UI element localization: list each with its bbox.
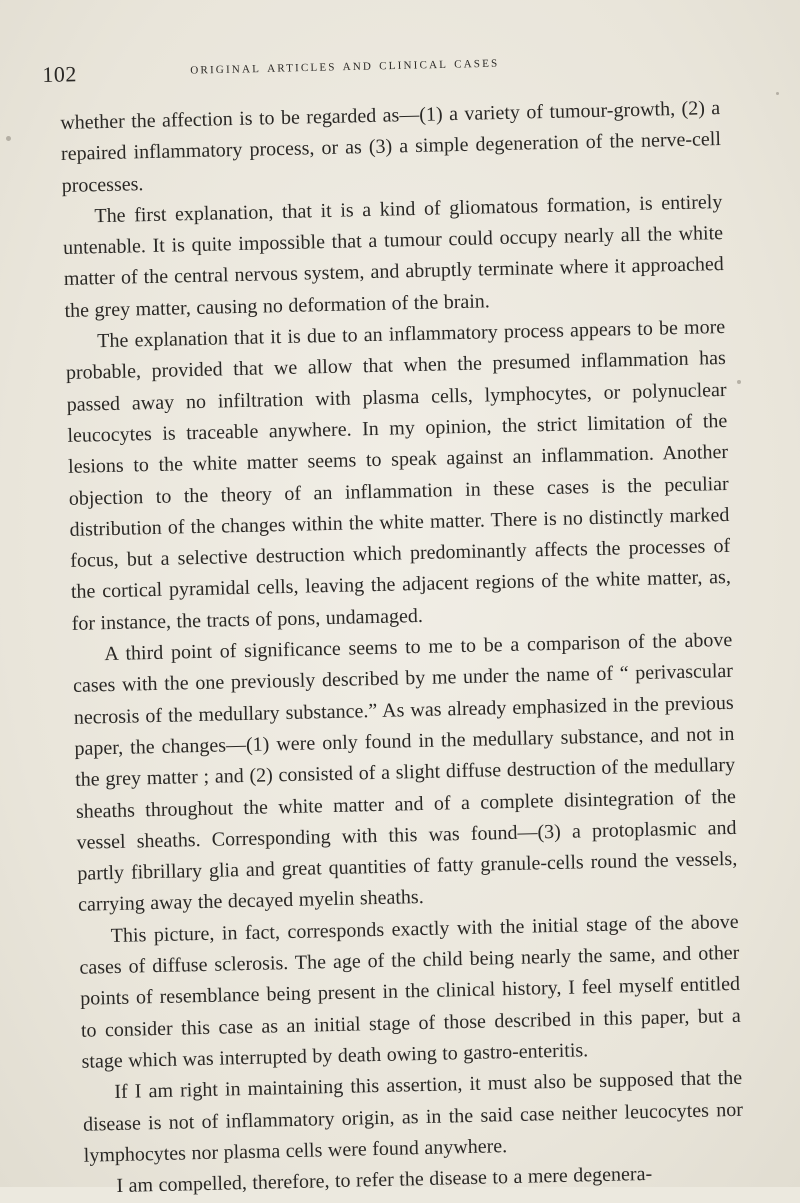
body-text xyxy=(60,93,745,1203)
paper-speck xyxy=(6,136,11,141)
paragraph-4: A third point of significance seems to me to be a comparison of the above cases with the one previously described by me under the name of “ perivascular necrosis of the medullary substance.” As was already emphasized in the previous paper, the changes—(1) were only found in the medullary substance, and not in the grey matter ; and (2) consisted of a slight diffuse destruction of the medullary sheaths throughout the white matter and of a complete disintegration of the vessel sheaths. Corresponding with this was found—(3) a protoplasmic and partly fibrillary glia and great quantities of fatty granule-cells round the vessels, carrying away the decayed myelin sheaths. xyxy=(72,628,738,917)
paper-speck xyxy=(776,92,779,95)
paragraph-6: If I am right in maintaining this assertion, it must also be supposed that the disease is not of inflammatory origin, as in the said case neither leucocytes nor lymphocytes nor plasma cells were found anywhere. xyxy=(82,1066,744,1167)
paper-speck xyxy=(737,380,741,384)
paragraph-5: This picture, in fact, corresponds exactly with the initial stage of the above cases of diffuse sclerosis. The age of the child being nearly the same, and other points of resemblance being present in the clinical history, I feel myself entitled to consider this case as an initial stage of those described in this paper, but a stage which was interrupted by death owing to gastro-enteritis. xyxy=(79,910,742,1073)
paragraph-1: whether the affection is to be regarded as—(1) a variety of tumour-growth, (2) a repaired inflammatory process, or as (3) a simple degeneration of the nerve-cell processes. xyxy=(60,97,722,197)
running-title: original articles and clinical cases xyxy=(190,53,500,78)
paragraph-2: The first explanation, that it is a kind of gliomatous formation, is entirely untenable. It is quite impossible that a tumour could occupy nearly all the white matter of the central nervous system, and abruptly terminate where it approached the grey matter, causing no deformation of the brain. xyxy=(62,190,724,322)
paragraph-3: The explanation that it is due to an inflammatory process appears to be more probable, provided that we allow that when the presumed inflammation has passed away no infiltration with plasma cells, lymphocytes, or polynuclear leucocytes is traceable anywhere. In my opinion, the strict limitation of the lesions to the white matter seems to speak against an inflammation. Another objection to the theory of an inflammation in these cases is the peculiar distribution of the changes within the white matter. There is no distinctly marked focus, but a selective destruction which predominantly affects the processes of the cortical pyramidal cells, leaving the adjacent regions of the white matter, as, for instance, the tracts of pons, undamaged. xyxy=(65,316,732,635)
running-head xyxy=(42,42,741,88)
paragraph-7: I am compelled, therefore, to refer the disease to a mere degenera- xyxy=(116,1162,653,1198)
page-number: 102 xyxy=(42,61,78,87)
